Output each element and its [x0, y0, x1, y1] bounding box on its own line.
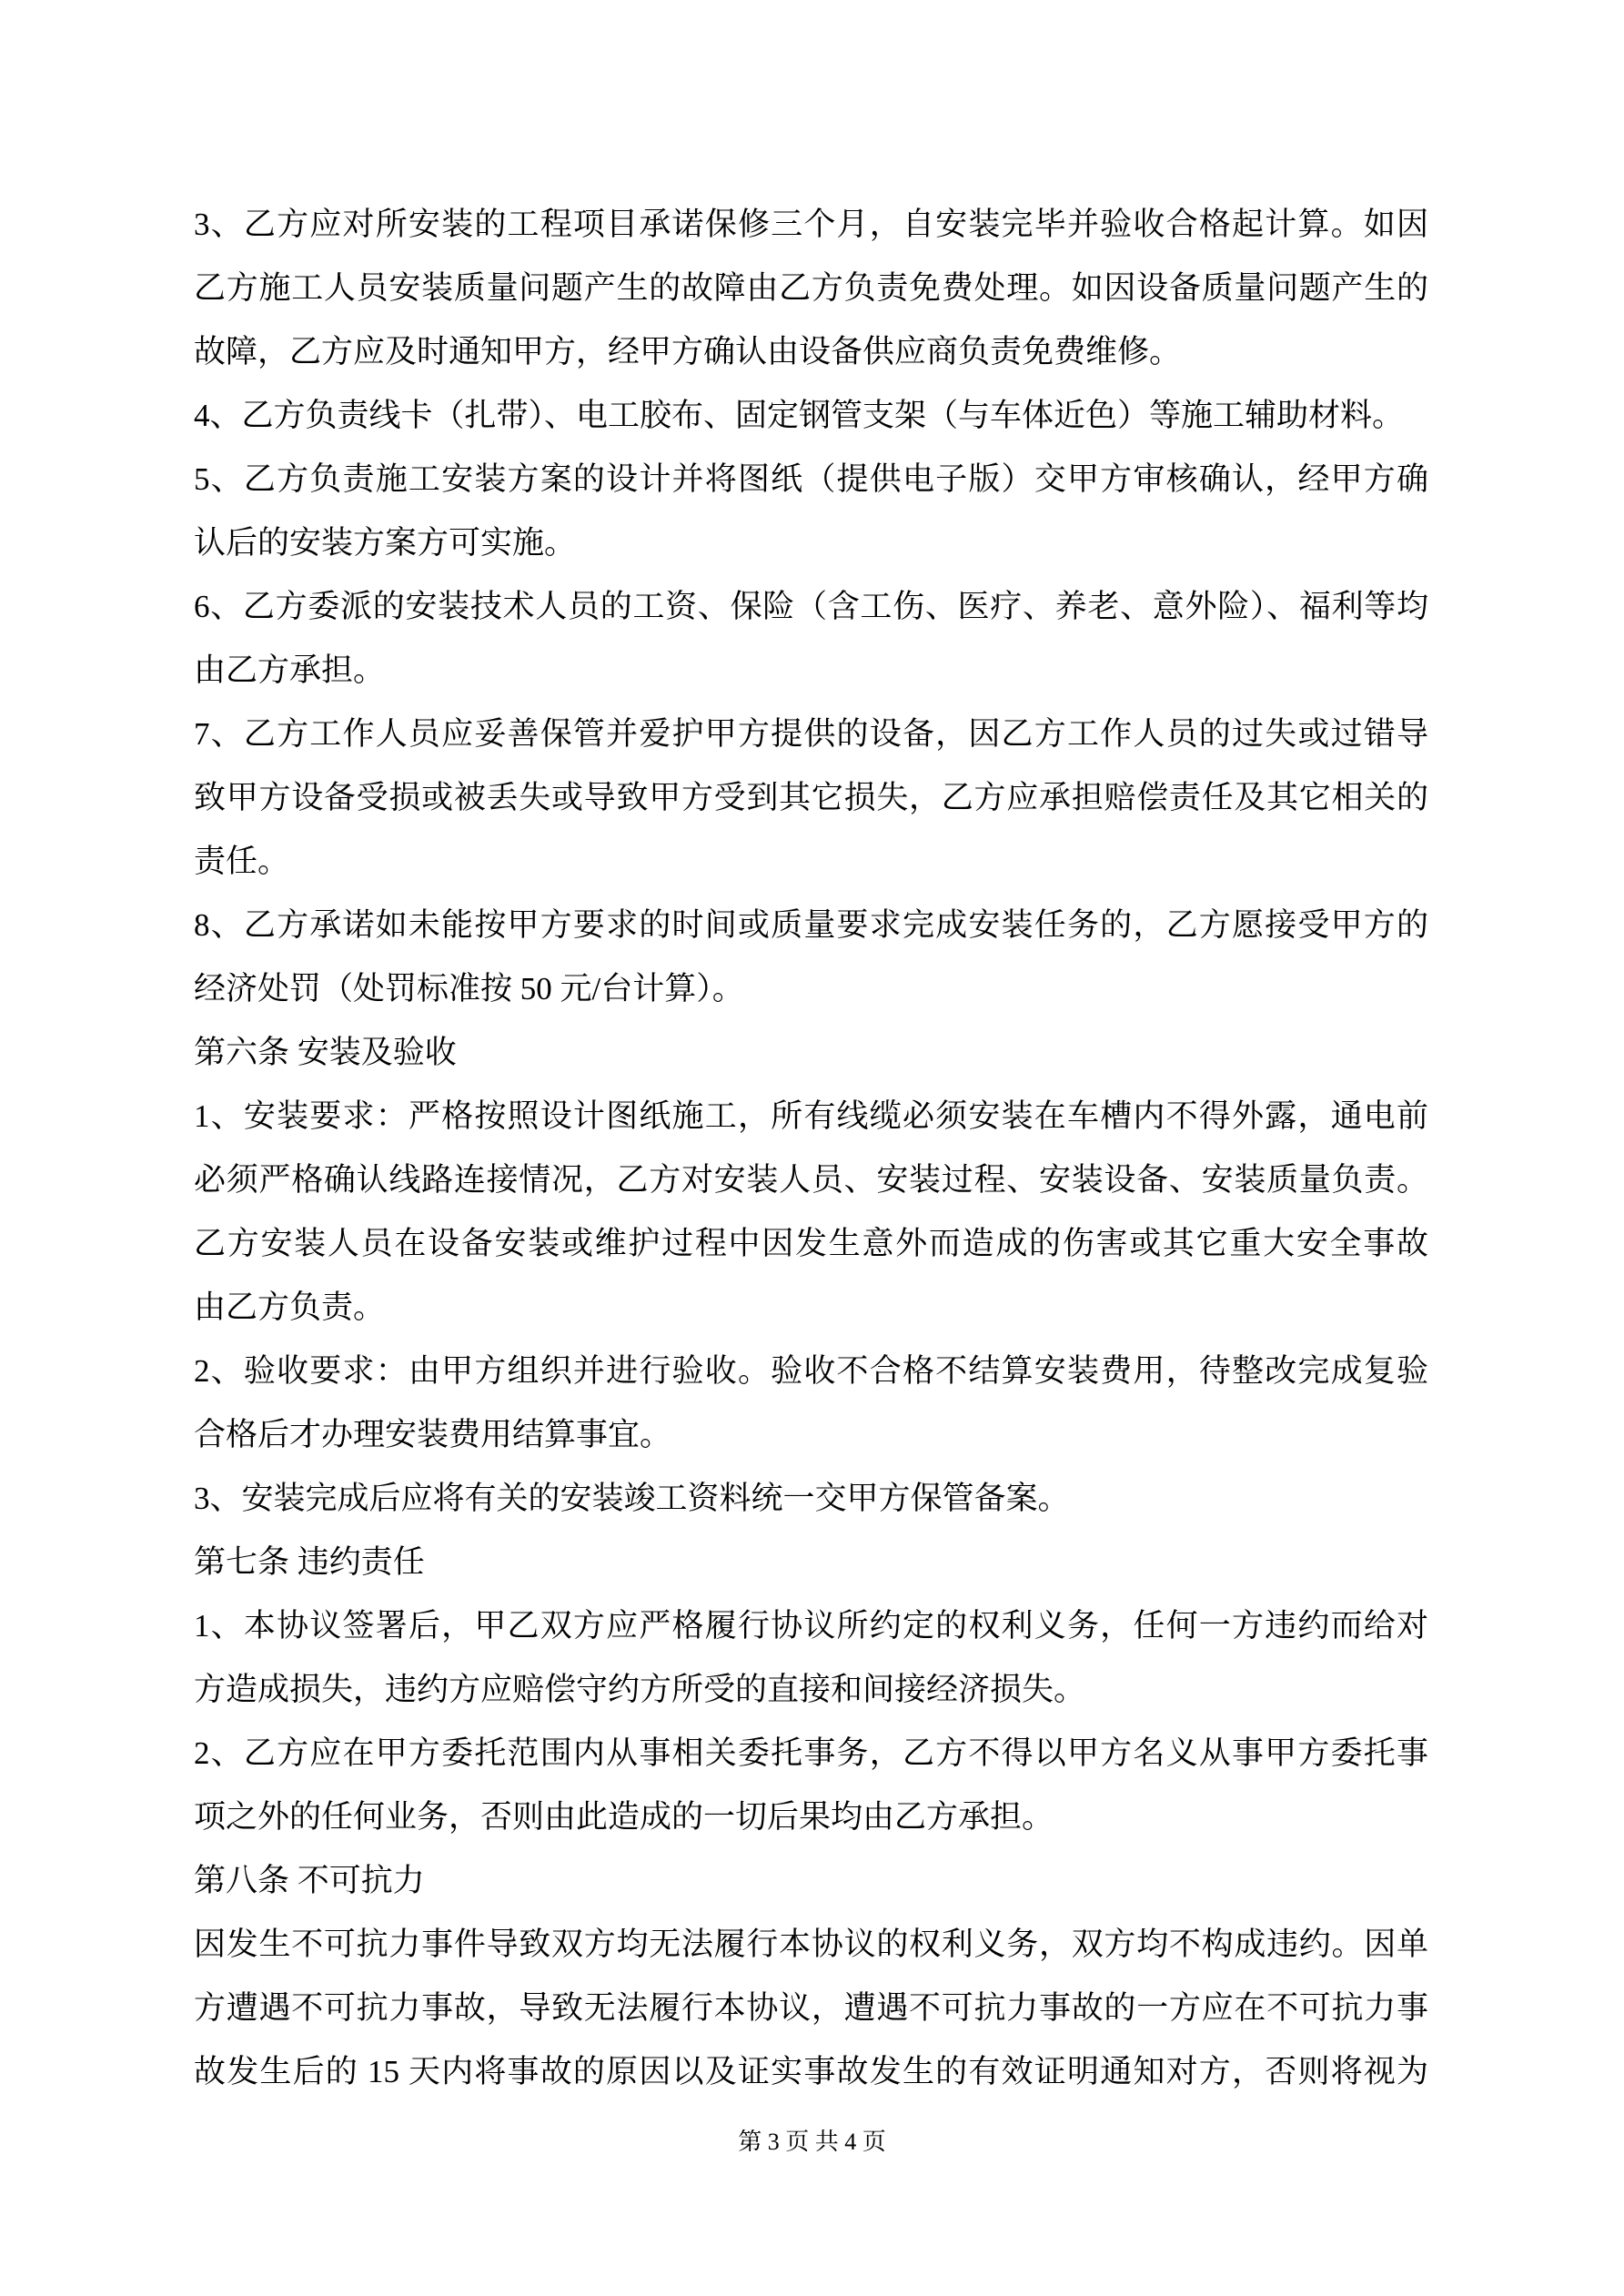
- item-3: [194, 193, 1428, 384]
- page-number: 第 3 页 共 4 页: [738, 2129, 886, 2155]
- text-line: 因发生不可抗力事件导致双方均无法履行本协议的权利义务，双方均不构成违约。因单: [194, 1927, 1428, 1962]
- text-line: 2、乙方应在甲方委托范围内从事相关委托事务，乙方不得以甲方名义从事甲方委托事: [194, 1735, 1428, 1771]
- text-line: 故发生后的 15 天内将事故的原因以及证实事故发生的有效证明通知对方，否则将视为: [194, 2054, 1428, 2089]
- document-content: [194, 193, 1428, 2104]
- text-line: 乙方施工人员安装质量问题产生的故障由乙方负责免费处理。如因设备质量问题产生的: [194, 270, 1428, 306]
- page-footer: [0, 2128, 1624, 2157]
- text-line: 3、乙方应对所安装的工程项目承诺保修三个月，自安装完毕并验收合格起计算。如因: [194, 207, 1428, 242]
- text-line: 乙方安装人员在设备安装或维护过程中因发生意外而造成的伤害或其它重大安全事故: [194, 1226, 1428, 1261]
- text-line: 5、乙方负责施工安装方案的设计并将图纸（提供电子版）交甲方审核确认，经甲方确: [194, 461, 1428, 497]
- text-line: 8、乙方承诺如未能按甲方要求的时间或质量要求完成安装任务的，乙方愿接受甲方的: [194, 907, 1428, 943]
- text-line: 责任。: [194, 844, 290, 879]
- item-5: [194, 448, 1428, 575]
- text-line: 3、安装完成后应将有关的安装竣工资料统一交甲方保管备案。: [194, 1481, 1070, 1516]
- text-line: 方造成损失，违约方应赔偿守约方所受的直接和间接经济损失。: [194, 1672, 1086, 1707]
- item-8: [194, 894, 1428, 1021]
- text-line: 4、乙方负责线卡（扎带）、电工胶布、固定钢管支架（与车体近色）等施工辅助材料。: [194, 398, 1405, 433]
- text-line: 致甲方设备受损或被丢失或导致甲方受到其它损失，乙方应承担赔偿责任及其它相关的: [194, 780, 1428, 815]
- item-7: [194, 703, 1428, 894]
- article-8-body: [194, 1913, 1428, 2104]
- item-6: [194, 575, 1428, 703]
- article-7-heading: [194, 1531, 1428, 1594]
- text-line: 2、验收要求：由甲方组织并进行验收。验收不合格不结算安装费用，待整改完成复验: [194, 1353, 1428, 1389]
- item-4: [194, 384, 1428, 448]
- text-line: 7、乙方工作人员应妥善保管并爱护甲方提供的设备，因乙方工作人员的过失或过错导: [194, 716, 1428, 752]
- text-line: 6、乙方委派的安装技术人员的工资、保险（含工伤、医疗、养老、意外险）、福利等均: [194, 589, 1428, 624]
- article-6-heading: [194, 1021, 1428, 1085]
- text-line: 认后的安装方案方可实施。: [194, 525, 577, 561]
- article-7-item-1: [194, 1594, 1428, 1722]
- article-7-item-2: [194, 1722, 1428, 1849]
- article-6-item-3: [194, 1467, 1428, 1531]
- text-line: 第八条 不可抗力: [194, 1863, 425, 1898]
- text-line: 项之外的任何业务，否则由此造成的一切后果均由乙方承担。: [194, 1799, 1054, 1835]
- text-line: 必须严格确认线路连接情况，乙方对安装人员、安装过程、安装设备、安装质量负责。: [194, 1162, 1428, 1198]
- text-line: 由乙方承担。: [194, 652, 386, 688]
- text-line: 1、安装要求：严格按照设计图纸施工，所有线缆必须安装在车槽内不得外露，通电前: [194, 1098, 1428, 1134]
- text-line: 由乙方负责。: [194, 1290, 386, 1325]
- text-line: 经济处罚（处罚标准按 50 元/台计算）。: [194, 971, 744, 1006]
- article-6-item-2: [194, 1340, 1428, 1467]
- text-line: 故障，乙方应及时通知甲方，经甲方确认由设备供应商负责免费维修。: [194, 334, 1182, 369]
- article-6-item-1: [194, 1085, 1428, 1340]
- text-line: 1、本协议签署后，甲乙双方应严格履行协议所约定的权利义务，任何一方违约而给对: [194, 1608, 1428, 1644]
- article-8-heading: [194, 1849, 1428, 1913]
- text-line: 合格后才办理安装费用结算事宜。: [194, 1417, 672, 1452]
- text-line: 第六条 安装及验收: [194, 1035, 457, 1070]
- text-line: 方遭遇不可抗力事故，导致无法履行本协议，遭遇不可抗力事故的一方应在不可抗力事: [194, 1990, 1428, 2026]
- text-line: 第七条 违约责任: [194, 1544, 425, 1580]
